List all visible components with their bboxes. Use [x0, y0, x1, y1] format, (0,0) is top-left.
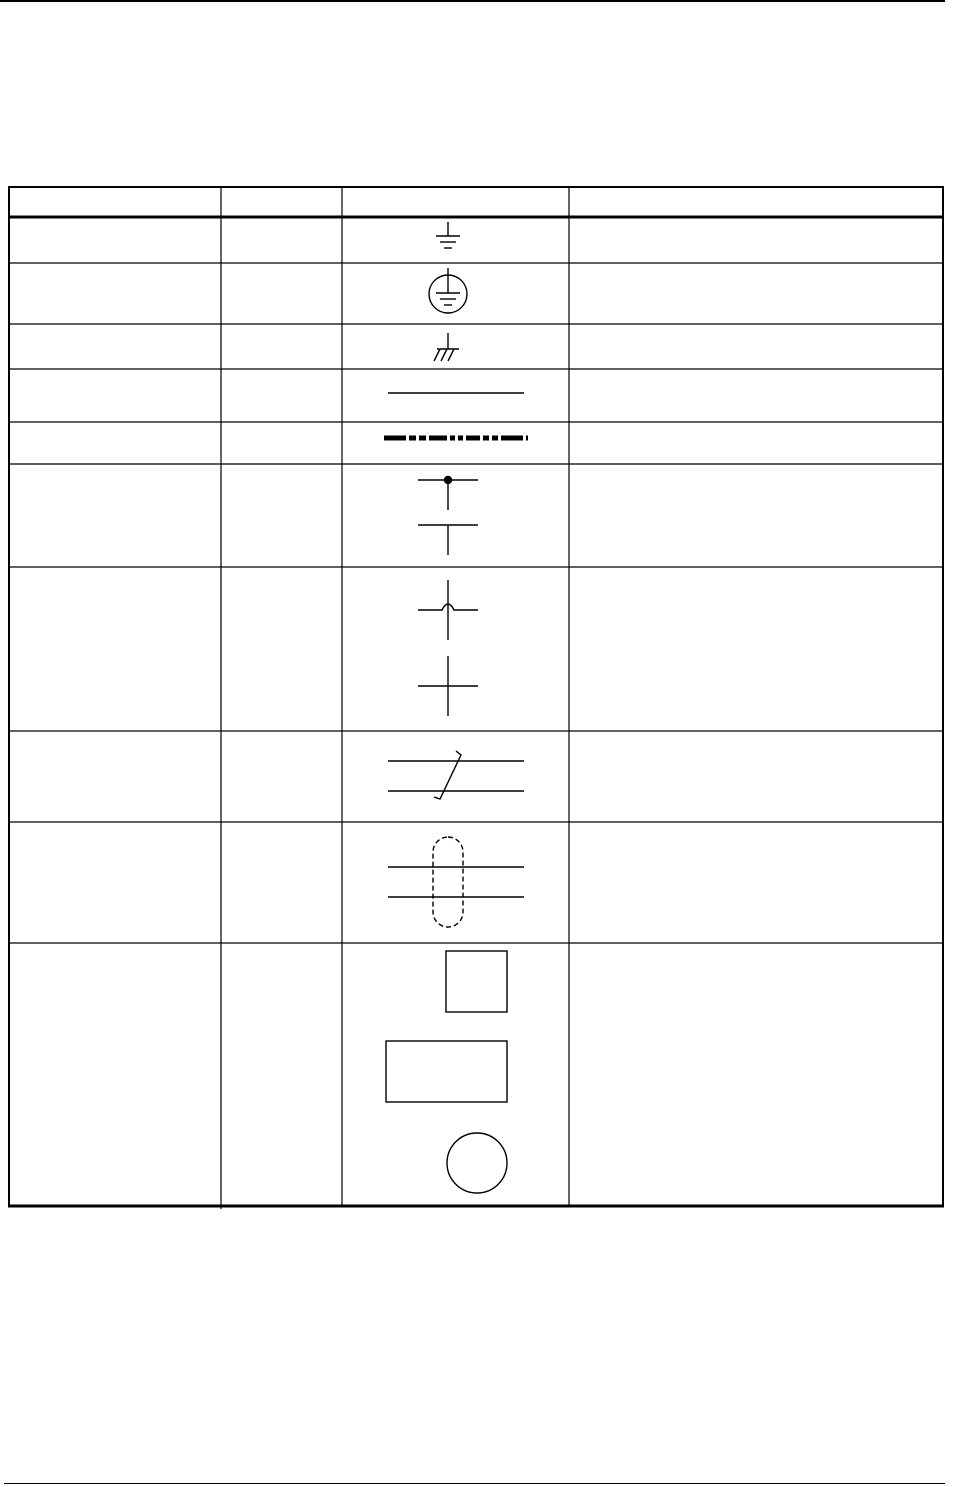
- crossing-wires-icon: [418, 656, 478, 716]
- column-dividers: [221, 187, 569, 1209]
- circle-component-icon: [447, 1133, 507, 1193]
- connected-junction-icon: [418, 477, 478, 511]
- tee-junction-icon: [418, 525, 478, 555]
- crossing-wires-hop-icon: [418, 580, 478, 640]
- ground-icon: [436, 222, 460, 248]
- rectangle-component-icon: [386, 1041, 507, 1102]
- shielded-cable-icon: [388, 837, 524, 927]
- table-frame: [8, 187, 944, 1206]
- chassis-ground-icon: [434, 333, 459, 361]
- twisted-pair-icon: [388, 751, 524, 799]
- square-component-icon: [446, 951, 507, 1012]
- protective-earth-icon: [429, 268, 467, 313]
- row-dividers: [9, 263, 943, 943]
- footer-rule: [4, 1483, 945, 1484]
